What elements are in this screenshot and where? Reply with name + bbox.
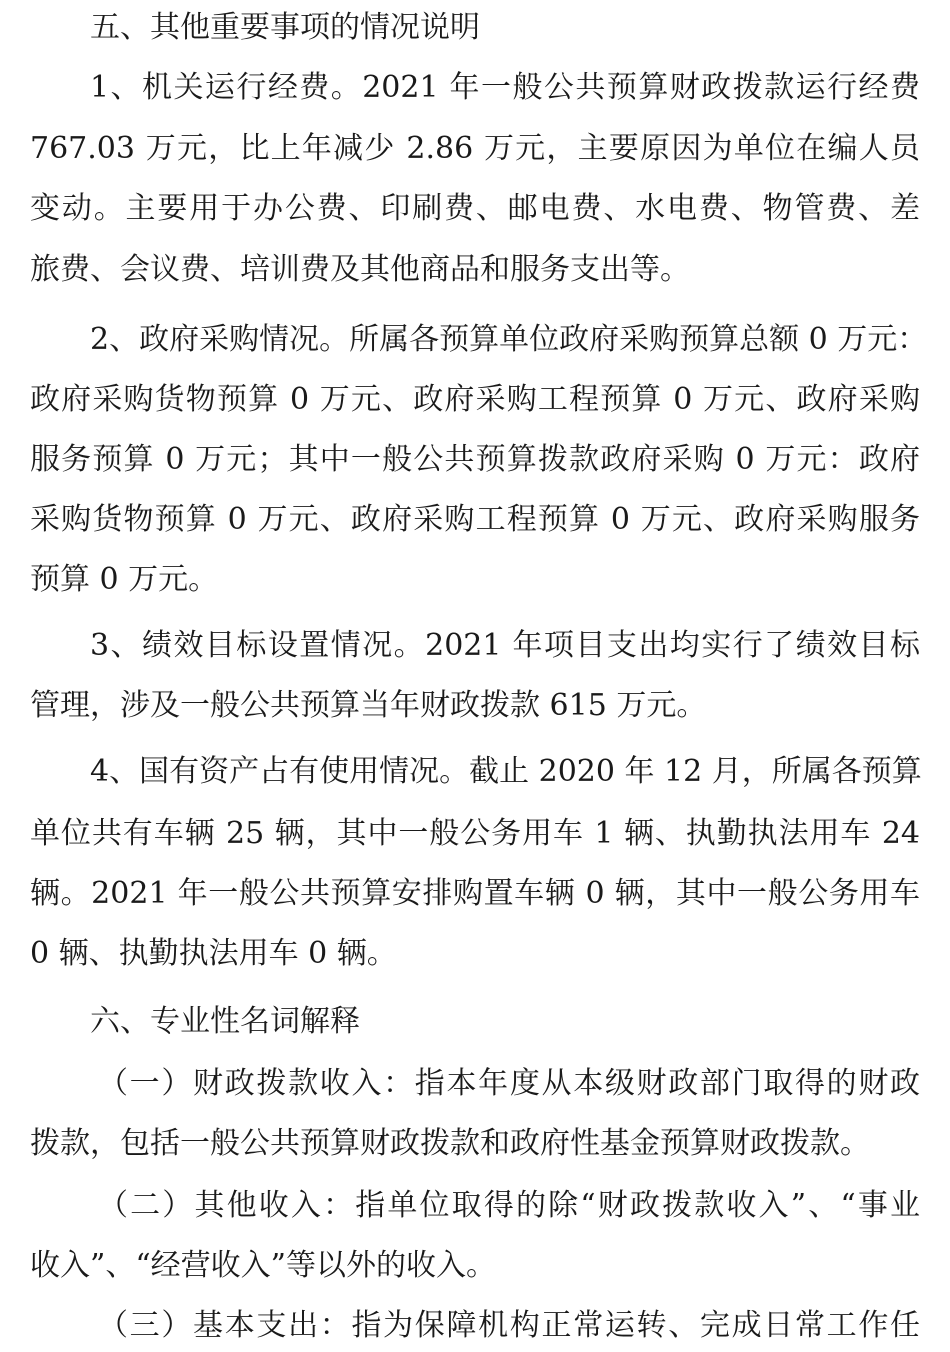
section-heading-6: 六、专业性名词解释 — [90, 1004, 360, 1039]
item-4-line-1: 4、国有资产占有使用情况。截止 2020 年 12 月，所属各预算 — [90, 754, 922, 789]
item-1-line-3: 变动。主要用于办公费、印刷费、邮电费、水电费、物管费、差 — [30, 191, 920, 226]
definition-1-line-1: （一）财政拨款收入：指本年度从本级财政部门取得的财政 — [98, 1066, 920, 1101]
item-2-line-2: 政府采购货物预算 0 万元、政府采购工程预算 0 万元、政府采购 — [30, 382, 920, 417]
item-4-line-3: 辆。2021 年一般公共预算安排购置车辆 0 辆，其中一般公务用车 — [30, 876, 920, 911]
item-2-line-4: 采购货物预算 0 万元、政府采购工程预算 0 万元、政府采购服务 — [30, 502, 920, 537]
item-2-line-3: 服务预算 0 万元；其中一般公共预算拨款政府采购 0 万元：政府 — [30, 442, 920, 477]
definition-2-line-2: 收入”、“经营收入”等以外的收入。 — [30, 1248, 497, 1283]
item-2-line-1: 2、政府采购情况。所属各预算单位政府采购预算总额 0 万元： — [90, 322, 928, 357]
item-1-line-1: 1、机关运行经费。2021 年一般公共预算财政拨款运行经费 — [90, 70, 920, 105]
definition-1-line-2: 拨款，包括一般公共预算财政拨款和政府性基金预算财政拨款。 — [30, 1126, 870, 1161]
item-3-line-1: 3、绩效目标设置情况。2021 年项目支出均实行了绩效目标 — [90, 628, 920, 663]
item-4-line-4: 0 辆、执勤执法用车 0 辆。 — [30, 936, 397, 971]
definition-3-line-1: （三）基本支出：指为保障机构正常运转、完成日常工作任 — [98, 1308, 920, 1343]
item-2-line-5: 预算 0 万元。 — [30, 562, 219, 597]
section-heading-5: 五、其他重要事项的情况说明 — [90, 10, 480, 45]
item-3-line-2: 管理，涉及一般公共预算当年财政拨款 615 万元。 — [30, 688, 707, 723]
definition-2-line-1: （二）其他收入：指单位取得的除“财政拨款收入”、“事业 — [98, 1188, 920, 1223]
item-1-line-4: 旅费、会议费、培训费及其他商品和服务支出等。 — [30, 252, 690, 287]
item-1-line-2: 767.03 万元，比上年减少 2.86 万元，主要原因为单位在编人员 — [30, 131, 920, 166]
item-4-line-2: 单位共有车辆 25 辆，其中一般公务用车 1 辆、执勤执法用车 24 — [30, 816, 920, 851]
